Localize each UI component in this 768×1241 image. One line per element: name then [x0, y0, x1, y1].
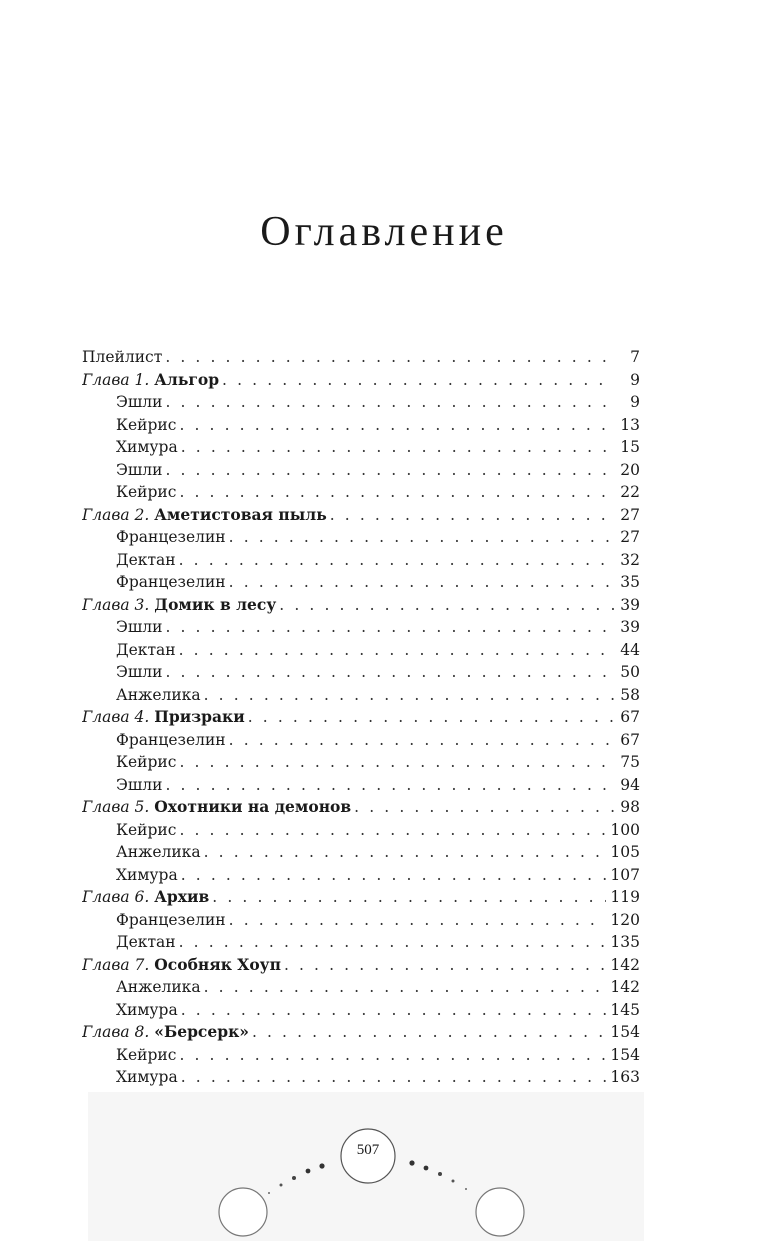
- toc-section[interactable]: [82, 774, 640, 797]
- toc-section-label: Химура: [116, 1068, 178, 1086]
- dot-leader: [179, 751, 614, 774]
- dot-leader: [165, 616, 614, 639]
- toc-page-number: 98: [620, 798, 640, 816]
- toc-section-label: Францезелин: [116, 573, 226, 591]
- toc-section-label: Кейрис: [116, 415, 177, 434]
- dot-leader: [179, 639, 614, 662]
- toc-section-label: Кейрис: [116, 1045, 177, 1064]
- toc-section-label: Эшли: [116, 663, 163, 681]
- dot-leader: [204, 684, 614, 707]
- toc-section-label: Эшли: [116, 393, 163, 411]
- right-moon-circle: [476, 1188, 524, 1236]
- chapter-prefix: Глава 6.: [82, 888, 150, 906]
- toc-page-number: 20: [620, 460, 640, 479]
- toc-section-label: Кейрис: [116, 753, 177, 771]
- toc-section[interactable]: [82, 684, 640, 707]
- chapter-title: Особняк Хоуп: [154, 954, 281, 974]
- toc-section[interactable]: [82, 616, 640, 639]
- ornament-dot: [438, 1172, 442, 1176]
- chapter-title: Призраки: [154, 707, 245, 726]
- dot-leader: [222, 369, 614, 392]
- dot-leader: [179, 549, 614, 572]
- toc-section[interactable]: [82, 931, 640, 954]
- dot-leader: [229, 526, 614, 549]
- toc-section-label: Анжелика: [116, 978, 201, 996]
- ornament-dot: [319, 1163, 324, 1168]
- toc-page-number: 15: [620, 438, 640, 456]
- toc-section-label: Францезелин: [116, 528, 226, 546]
- toc-page-number: 50: [620, 663, 640, 681]
- toc-chapter-2[interactable]: [82, 504, 640, 527]
- toc-section[interactable]: [82, 1066, 640, 1089]
- dot-leader: [229, 729, 614, 752]
- toc-section[interactable]: [82, 459, 640, 482]
- toc-section[interactable]: [82, 639, 640, 662]
- chapter-title: Домик в лесу: [154, 594, 277, 614]
- toc-page-number: 13: [620, 415, 640, 434]
- toc-page-number: 105: [610, 843, 640, 861]
- dot-leader: [229, 909, 607, 932]
- dot-leader: [212, 886, 606, 909]
- toc-page-number: 27: [620, 528, 640, 546]
- toc-page-number: 75: [620, 753, 640, 771]
- page-number: 507: [356, 1142, 380, 1158]
- toc-section[interactable]: [82, 1044, 640, 1067]
- toc-chapter-6[interactable]: [82, 886, 640, 909]
- toc-section[interactable]: [82, 999, 640, 1022]
- toc-page-number: 22: [620, 483, 640, 501]
- toc-entry-playlist[interactable]: [82, 346, 640, 369]
- dot-leader: [179, 414, 614, 437]
- chapter-title: Архив: [154, 887, 210, 906]
- toc-page-number: 107: [610, 865, 640, 884]
- toc-section-label: Химура: [116, 865, 178, 884]
- toc-page-number: 119: [610, 888, 640, 906]
- toc-entry-label: Плейлист: [82, 348, 163, 366]
- toc-page-number: 100: [610, 820, 640, 839]
- toc-chapter-1[interactable]: [82, 369, 640, 392]
- dot-leader: [248, 706, 614, 729]
- table-of-contents: [82, 346, 640, 1089]
- dot-leader: [165, 661, 614, 684]
- chapter-prefix: Глава 1.: [82, 370, 150, 389]
- toc-page-number: 67: [620, 730, 640, 749]
- toc-page-number: 9: [630, 370, 640, 389]
- chapter-prefix: Глава 2.: [82, 505, 150, 524]
- ornament-dot: [306, 1169, 311, 1174]
- toc-page-number: 58: [620, 685, 640, 704]
- toc-page-number: 154: [610, 1045, 640, 1064]
- dot-leader: [229, 571, 614, 594]
- toc-section[interactable]: [82, 819, 640, 842]
- toc-section[interactable]: [82, 391, 640, 414]
- toc-page-number: 145: [610, 1000, 640, 1019]
- toc-section[interactable]: [82, 549, 640, 572]
- toc-page-number: 135: [610, 933, 640, 951]
- chapter-prefix: Глава 8.: [82, 1023, 150, 1041]
- toc-page-number: 67: [620, 708, 640, 726]
- dot-leader: [165, 774, 614, 797]
- toc-page-number: 163: [610, 1068, 640, 1086]
- toc-section-label: Эшли: [116, 775, 163, 794]
- dot-leader: [204, 976, 607, 999]
- dot-leader: [165, 346, 614, 369]
- dot-leader: [284, 954, 606, 977]
- toc-section-label: Кейрис: [116, 483, 177, 501]
- ornament-dot: [424, 1166, 429, 1171]
- toc-page-number: 44: [620, 640, 640, 659]
- toc-section[interactable]: [82, 481, 640, 504]
- dot-leader: [179, 819, 606, 842]
- ornament-dot: [280, 1184, 283, 1187]
- ornament-dot: [465, 1188, 467, 1190]
- toc-chapter-7[interactable]: [82, 954, 640, 977]
- toc-chapter-8[interactable]: [82, 1021, 640, 1044]
- toc-section[interactable]: [82, 661, 640, 684]
- toc-section-label: Францезелин: [116, 730, 226, 749]
- toc-page-number: 39: [620, 618, 640, 636]
- toc-page-number: 142: [610, 978, 640, 996]
- dot-leader: [330, 504, 614, 527]
- toc-section-label: Кейрис: [116, 820, 177, 839]
- toc-section[interactable]: [82, 909, 640, 932]
- dot-leader: [181, 1066, 607, 1089]
- dot-leader: [181, 436, 614, 459]
- toc-section-label: Францезелин: [116, 910, 226, 929]
- toc-section[interactable]: [82, 841, 640, 864]
- toc-section[interactable]: [82, 571, 640, 594]
- toc-page-number: 39: [620, 595, 640, 614]
- toc-section-label: Эшли: [116, 618, 163, 636]
- toc-chapter-5[interactable]: [82, 796, 640, 819]
- toc-page-number: 9: [630, 393, 640, 411]
- toc-page-number: 94: [620, 775, 640, 794]
- chapter-title: Охотники на демонов: [154, 797, 352, 816]
- dot-leader: [354, 796, 614, 819]
- page-title: Оглавление: [260, 209, 508, 255]
- toc-section-label: Дектан: [116, 550, 176, 569]
- toc-section[interactable]: [82, 414, 640, 437]
- dot-leader: [181, 864, 607, 887]
- ornament-dot: [268, 1192, 270, 1194]
- moon-phase-ornament: [88, 1092, 644, 1241]
- dot-leader: [179, 931, 607, 954]
- toc-page-number: 35: [620, 573, 640, 591]
- ornament-dot: [452, 1180, 455, 1183]
- chapter-title: Альгор: [154, 369, 220, 389]
- dot-leader: [165, 459, 614, 482]
- toc-page-number: 32: [620, 550, 640, 569]
- toc-chapter-4[interactable]: [82, 706, 640, 729]
- toc-section-label: Анжелика: [116, 843, 201, 861]
- toc-section-label: Дектан: [116, 640, 176, 659]
- dot-leader: [179, 481, 614, 504]
- toc-section-label: Эшли: [116, 460, 163, 479]
- toc-section[interactable]: [82, 526, 640, 549]
- chapter-prefix: Глава 3.: [82, 595, 150, 614]
- chapter-prefix: Глава 5.: [82, 798, 150, 816]
- dot-leader: [252, 1021, 606, 1044]
- toc-page-number: 27: [620, 505, 640, 524]
- left-moon-circle: [219, 1188, 267, 1236]
- toc-page-number: 120: [610, 910, 640, 929]
- dot-leader: [204, 841, 607, 864]
- toc-section[interactable]: [82, 436, 640, 459]
- toc-section-label: Химура: [116, 1000, 178, 1019]
- toc-section[interactable]: [82, 751, 640, 774]
- dot-leader: [279, 594, 614, 617]
- dot-leader: [181, 999, 607, 1022]
- toc-page-number: 154: [610, 1023, 640, 1041]
- toc-section[interactable]: [82, 864, 640, 887]
- toc-page-number: 7: [630, 348, 640, 366]
- toc-section-label: Анжелика: [116, 685, 201, 704]
- ornament-dot: [292, 1176, 296, 1180]
- toc-section-label: Дектан: [116, 933, 176, 951]
- chapter-title: Аметистовая пыль: [154, 504, 327, 524]
- toc-page-number: 142: [610, 955, 640, 974]
- chapter-prefix: Глава 4.: [82, 708, 150, 726]
- dot-leader: [179, 1044, 606, 1067]
- toc-chapter-3[interactable]: [82, 594, 640, 617]
- dot-leader: [165, 391, 614, 414]
- ornament-dot: [409, 1160, 414, 1165]
- chapter-title: «Берсерк»: [154, 1022, 249, 1041]
- toc-section-label: Химура: [116, 438, 178, 456]
- chapter-prefix: Глава 7.: [82, 955, 150, 974]
- toc-section[interactable]: [82, 976, 640, 999]
- toc-section[interactable]: [82, 729, 640, 752]
